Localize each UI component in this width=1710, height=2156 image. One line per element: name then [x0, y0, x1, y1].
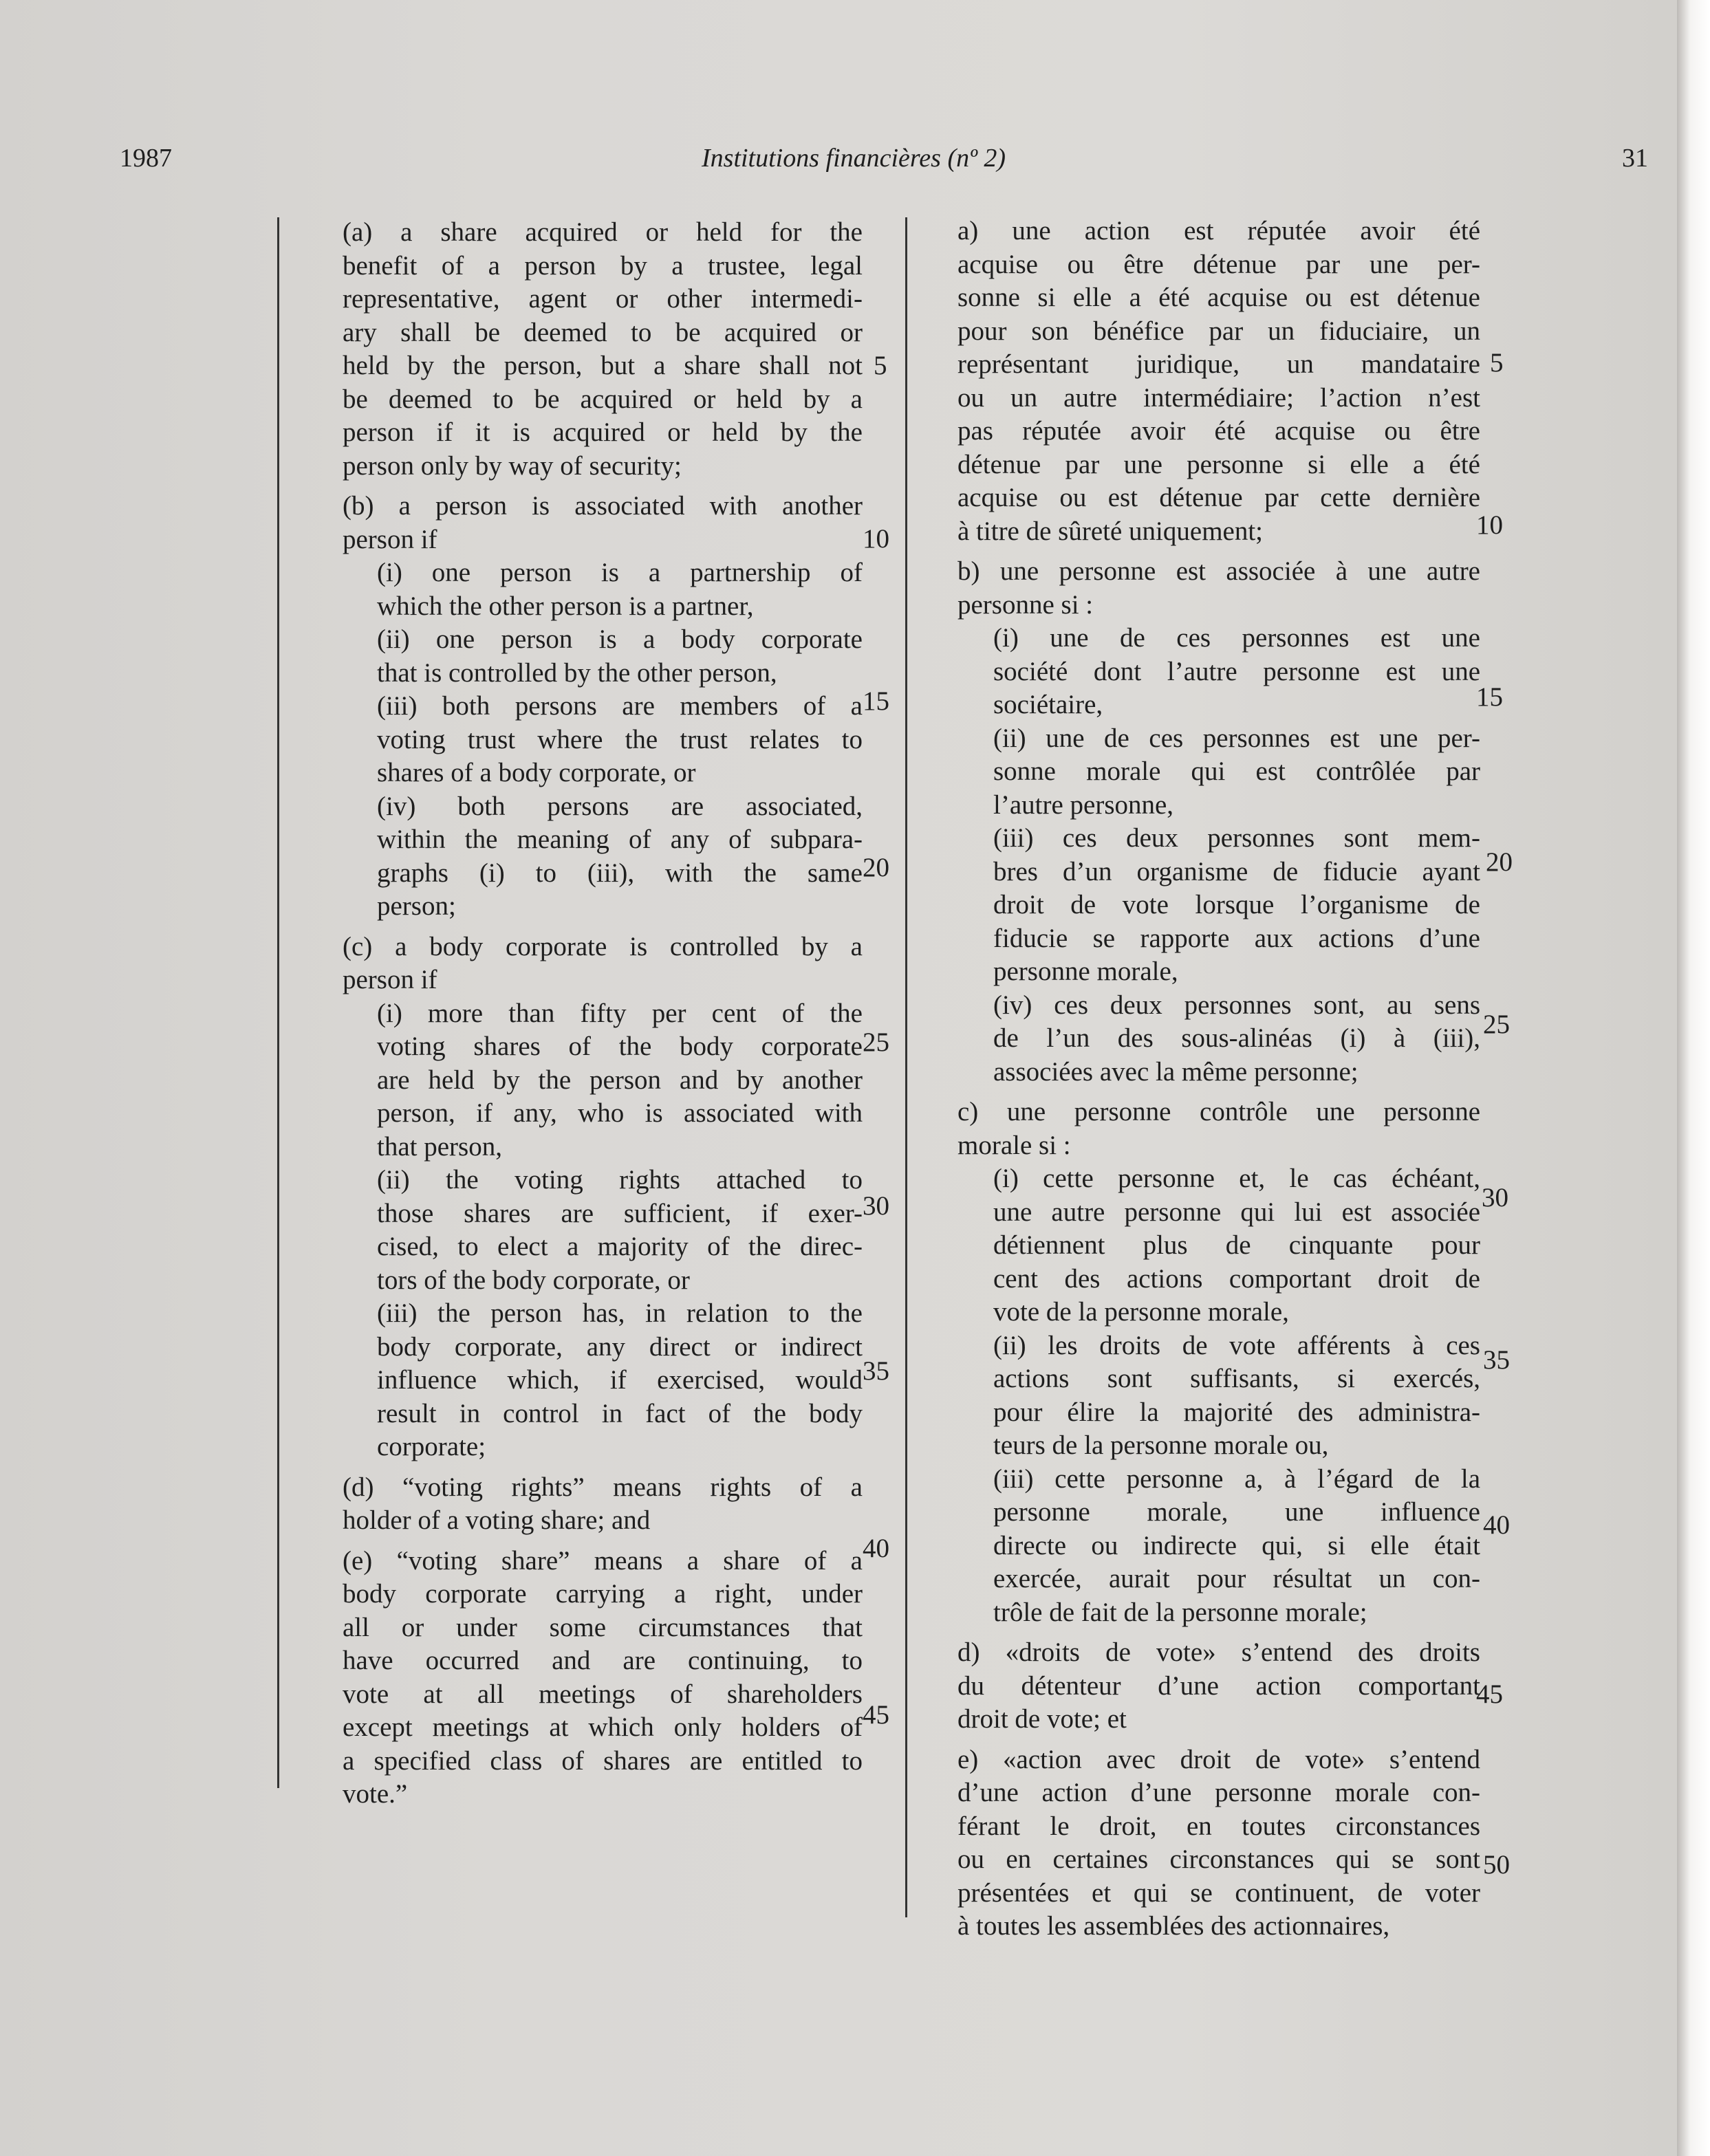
english-line: (iv) both persons are associated, — [377, 791, 863, 821]
french-line-number: 30 — [1482, 1183, 1508, 1212]
french-line: personne si : — [957, 589, 1094, 620]
french-line: trôle de fait de la personne morale; — [993, 1597, 1367, 1627]
french-line-number: 5 — [1490, 348, 1504, 378]
french-line: droit de vote; et — [957, 1704, 1127, 1734]
french-line: e) «action avec droit de vote» s’entend — [957, 1744, 1480, 1774]
header-year: 1987 — [120, 144, 172, 173]
french-line: sonne si elle a été acquise ou est détenue — [957, 283, 1480, 312]
french-line: droit de vote lorsque l’organisme de — [993, 890, 1480, 919]
french-line: (i) une de ces personnes est une — [993, 623, 1480, 653]
french-line: b) une personne est associée à une autre — [957, 556, 1480, 586]
french-line: de l’un des sous-alinéas (i) à (iii), — [993, 1023, 1480, 1053]
english-line: holder of a voting share; and — [343, 1505, 651, 1535]
french-line: (ii) les droits de vote afférents à ces — [993, 1330, 1480, 1360]
french-line: férant le droit, en toutes circonstances — [957, 1811, 1480, 1841]
english-line: (a) a share acquired or held for the — [343, 217, 863, 247]
french-line: bres d’un organisme de fiducie ayant — [993, 856, 1480, 886]
english-line: (iii) the person has, in relation to the — [377, 1298, 863, 1328]
english-line: tors of the body corporate, or — [377, 1265, 690, 1295]
french-line-number: 20 — [1486, 847, 1513, 877]
center-column-rule — [905, 217, 907, 1917]
english-line: those shares are sufficient, if exer- — [377, 1198, 863, 1228]
french-line-number: 10 — [1476, 510, 1503, 540]
french-line-number: 25 — [1483, 1010, 1510, 1039]
french-line: (ii) une de ces personnes est une per- — [993, 723, 1480, 753]
french-line-number: 35 — [1483, 1345, 1510, 1375]
english-line: held by the person, but a share shall not — [343, 351, 863, 380]
english-line: person if it is acquired or held by the — [343, 417, 863, 447]
english-line: shares of a body corporate, or — [377, 758, 696, 787]
english-line: person if — [343, 524, 437, 554]
english-line: that is controlled by the other person, — [377, 657, 777, 688]
french-line-number: 15 — [1476, 682, 1503, 712]
french-line: d’une action d’une personne morale con- — [957, 1778, 1480, 1807]
french-line: (iii) ces deux personnes sont mem- — [993, 823, 1480, 853]
english-line: voting trust where the trust relates to — [377, 724, 863, 754]
english-line: benefit of a person by a trustee, legal — [343, 250, 863, 281]
french-line: directe ou indirecte qui, si elle était — [993, 1530, 1480, 1560]
french-line: (iv) ces deux personnes sont, au sens — [993, 990, 1480, 1020]
english-line: except meetings at which only holders of — [343, 1712, 863, 1742]
english-line: corporate; — [377, 1432, 486, 1461]
english-line: graphs (i) to (iii), with the same — [377, 858, 863, 888]
english-line: all or under some circumstances that — [343, 1612, 863, 1642]
french-line: personne morale, une influence — [993, 1497, 1480, 1527]
english-line-number: 40 — [863, 1534, 889, 1563]
french-line-number: 45 — [1476, 1679, 1503, 1709]
french-line-number: 40 — [1483, 1510, 1510, 1540]
page-edge — [1677, 0, 1710, 2156]
french-line: teurs de la personne morale ou, — [993, 1430, 1329, 1460]
french-line: ou en certaines circonstances qui se sont — [957, 1844, 1480, 1874]
french-column — [957, 215, 1480, 1943]
english-line: (i) more than fifty per cent of the — [377, 998, 863, 1028]
french-line: (i) cette personne et, le cas échéant, — [993, 1164, 1480, 1193]
french-line: détiennent plus de cinquante pour — [993, 1230, 1480, 1260]
english-line: representative, agent or other intermedi- — [343, 284, 863, 314]
english-line: have occurred and are continuing, to — [343, 1646, 863, 1675]
french-line: représentant juridique, un mandataire — [957, 349, 1480, 379]
french-line: cent des actions comportant droit de — [993, 1263, 1480, 1294]
english-line: (iii) both persons are members of a — [377, 691, 863, 721]
french-line: une autre personne qui lui est associée — [993, 1197, 1480, 1227]
french-line: sonne morale qui est contrôlée par — [993, 756, 1480, 786]
french-line: pas réputée avoir été acquise ou être — [957, 416, 1480, 446]
english-line: body corporate, any direct or indirect — [377, 1331, 863, 1362]
english-line: (i) one person is a partnership of — [377, 558, 863, 587]
french-line: (iii) cette personne a, à l’égard de la — [993, 1463, 1480, 1494]
english-line: ary shall be deemed to be acquired or — [343, 317, 863, 347]
french-line: acquise ou être détenue par une per- — [957, 249, 1480, 279]
english-line: vote.” — [343, 1779, 408, 1809]
english-line: (b) a person is associated with another — [343, 491, 863, 521]
english-line: person only by way of security; — [343, 450, 682, 481]
french-line: associées avec la même personne; — [993, 1056, 1359, 1087]
english-line: person; — [377, 891, 456, 921]
french-line: à titre de sûreté uniquement; — [957, 516, 1264, 546]
french-line: pour élire la majorité des administra- — [993, 1397, 1480, 1427]
french-line: acquise ou est détenue par cette dernière — [957, 483, 1480, 512]
english-column — [343, 216, 863, 1811]
english-line: body corporate carrying a right, under — [343, 1579, 863, 1609]
english-line: influence which, if exercised, would — [377, 1365, 863, 1395]
english-line-number: 15 — [863, 686, 889, 716]
french-line-number: 50 — [1483, 1850, 1510, 1880]
french-line: sociétaire, — [993, 690, 1103, 719]
english-line: cised, to elect a majority of the direc- — [377, 1232, 863, 1261]
french-line: présentées et qui se continuent, de voter — [957, 1877, 1480, 1908]
english-line: person if — [343, 965, 437, 994]
french-line: détenue par une personne si elle a été — [957, 449, 1480, 479]
english-line-number: 5 — [874, 351, 887, 380]
header-title: Institutions financières (nº 2) — [702, 144, 1006, 173]
english-line-number: 25 — [863, 1027, 889, 1057]
french-line: morale si : — [957, 1130, 1071, 1160]
english-line: vote at all meetings of shareholders — [343, 1679, 863, 1709]
english-line: voting shares of the body corporate — [377, 1032, 863, 1061]
english-line: a specified class of shares are entitled to — [343, 1745, 863, 1776]
french-line: fiducie se rapporte aux actions d’une — [993, 923, 1480, 953]
english-line: are held by the person and by another — [377, 1065, 863, 1095]
english-line: that person, — [377, 1131, 502, 1162]
french-line: personne morale, — [993, 957, 1178, 986]
french-line: société dont l’autre personne est une — [993, 656, 1480, 686]
english-line-number: 10 — [863, 524, 889, 554]
english-line: person, if any, who is associated with — [377, 1098, 863, 1128]
french-line: c) une personne contrôle une personne — [957, 1097, 1480, 1126]
french-line: a) une action est réputée avoir été — [957, 216, 1480, 246]
header-page-number: 31 — [1622, 144, 1648, 173]
english-line: (ii) the voting rights attached to — [377, 1165, 863, 1195]
english-line-number: 20 — [863, 853, 889, 882]
french-line: d) «droits de vote» s’entend des droits — [957, 1637, 1480, 1667]
french-line: l’autre personne, — [993, 790, 1174, 820]
french-line: exercée, aurait pour résultat un con- — [993, 1564, 1480, 1593]
english-line: (c) a body corporate is controlled by a — [343, 931, 863, 961]
french-line: du détenteur d’une action comportant — [957, 1670, 1480, 1701]
english-line: result in control in fact of the body — [377, 1398, 863, 1428]
french-line: pour son bénéfice par un fiduciaire, un — [957, 316, 1480, 346]
english-line: be deemed to be acquired or held by a — [343, 384, 863, 414]
french-line: actions sont suffisants, si exercés, — [993, 1364, 1480, 1393]
french-line: vote de la personne morale, — [993, 1297, 1289, 1327]
english-line-number: 35 — [863, 1356, 889, 1386]
left-margin-rule — [277, 217, 279, 1788]
french-line: ou un autre intermédiaire; l’action n’est — [957, 382, 1480, 413]
english-line: (ii) one person is a body corporate — [377, 624, 863, 654]
english-line: (e) “voting share” means a share of a — [343, 1545, 863, 1576]
english-line-number: 30 — [863, 1191, 889, 1221]
english-line: within the meaning of any of subpara- — [377, 825, 863, 854]
english-line: which the other person is a partner, — [377, 591, 754, 621]
english-line-number: 45 — [863, 1700, 889, 1730]
english-line: (d) “voting rights” means rights of a — [343, 1472, 863, 1502]
french-line: à toutes les assemblées des actionnaires, — [957, 1911, 1390, 1941]
